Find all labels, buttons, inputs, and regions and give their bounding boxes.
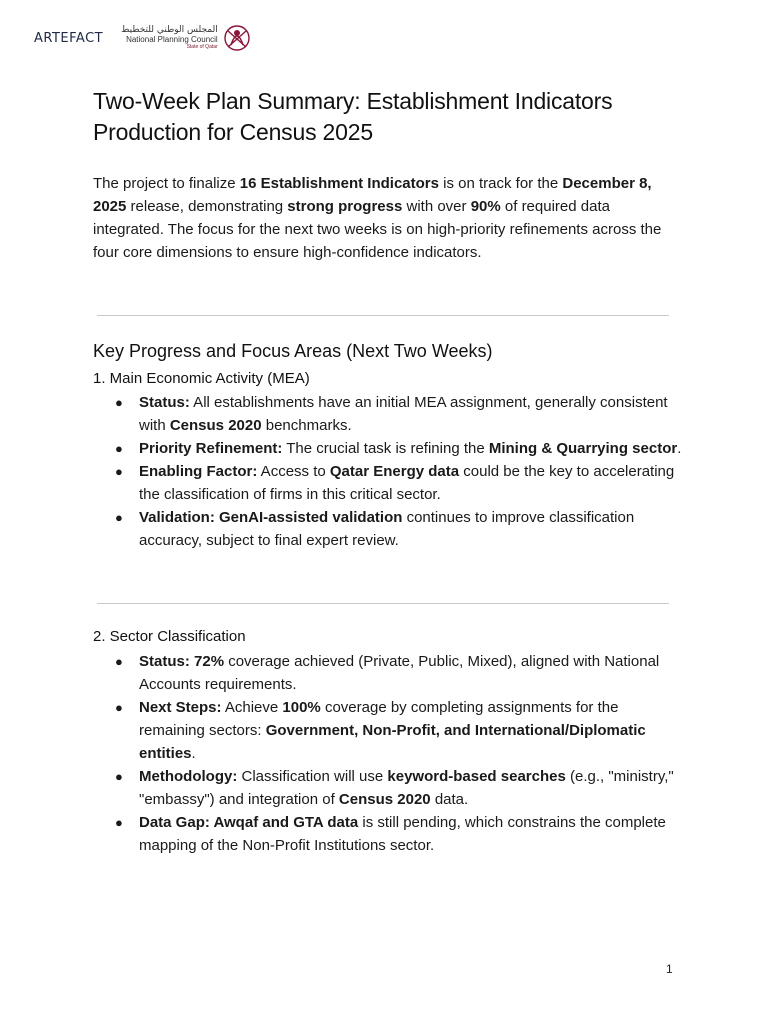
document-header — [34, 18, 252, 58]
mea-list — [93, 391, 683, 552]
page-number: 1 — [666, 962, 673, 976]
list-item: ● Enabling Factor: Access to Qatar Energy data could be the key to accelerating the classification of firms in this critical sector. — [115, 463, 675, 503]
npc-logo — [121, 21, 252, 55]
section-heading: Key Progress and Focus Areas (Next Two Weeks) — [93, 341, 493, 361]
qatar-emblem-icon — [222, 21, 252, 55]
intro-paragraph: The project to finalize 16 Establishment Indicators is on track for the December 8, 2025 release, demonstrating strong progress with over 90% of required data integrated. The focus for the next two weeks is on high-priority refinements across the four core dimensions to ensure high-confidence indicators. — [93, 175, 662, 261]
sector-list — [93, 650, 683, 857]
list-item: ● Status: All establishments have an initial MEA assignment, generally consistent with Census 2020 benchmarks. — [115, 394, 668, 434]
npc-subtitle: State of Qatar — [186, 43, 218, 50]
divider — [97, 315, 669, 316]
divider — [97, 603, 669, 604]
list-item: ● Next Steps: Achieve 100% coverage by completing assignments for the remaining sectors: Government, Non-Profit, and International/Diplomatic entities. — [115, 699, 646, 762]
mea-heading: 1. Main Economic Activity (MEA) — [93, 370, 310, 387]
artefact-logo: ARTEFACT — [34, 30, 104, 46]
sector-heading: 2. Sector Classification — [93, 628, 246, 645]
list-item: ● Validation: GenAI-assisted validation continues to improve classification accuracy, subject to final expert review. — [115, 509, 635, 549]
npc-english-name: National Planning Council — [126, 34, 218, 44]
list-item: ● Priority Refinement: The crucial task is refining the Mining & Quarrying sector. — [115, 440, 682, 457]
npc-arabic-name: المجلس الوطني للتخطيط — [121, 24, 218, 35]
list-item: ● Data Gap: Awqaf and GTA data is still pending, which constrains the complete mapping of the Non-Profit Institutions sector. — [115, 814, 666, 854]
list-item: ● Status: 72% coverage achieved (Private, Public, Mixed), aligned with National Accounts requirements. — [115, 653, 660, 693]
list-item: ● Methodology: Classification will use keyword-based searches (e.g., "ministry," "embassy") and integration of Census 2020 data. — [115, 768, 674, 808]
page-title: Two-Week Plan Summary: Establishment Indicators Production for Census 2025 — [93, 88, 613, 145]
